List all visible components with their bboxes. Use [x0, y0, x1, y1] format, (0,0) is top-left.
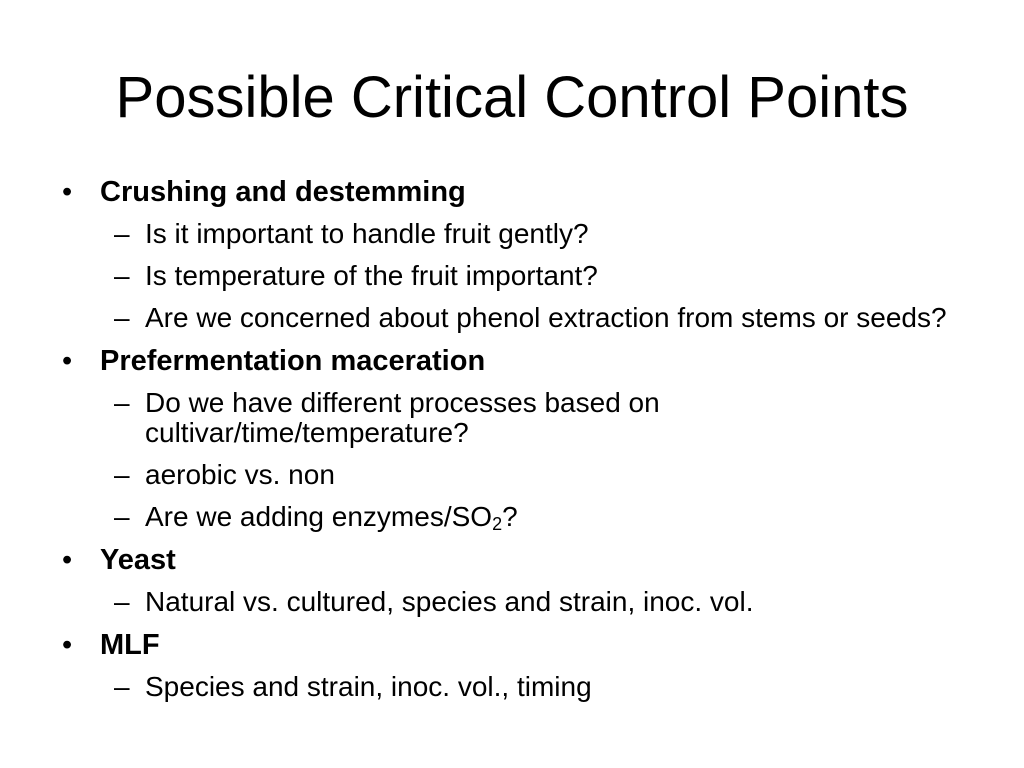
dash-icon: – [114, 586, 130, 617]
sub-bullet [56, 388, 956, 448]
dash-icon: – [114, 501, 130, 532]
bullet-icon: • [62, 345, 73, 377]
sub-bullet-text: aerobic vs. non [145, 459, 335, 490]
sub-bullet [56, 587, 956, 617]
bullet-prefermentation-maceration [56, 346, 956, 376]
sub-bullet [56, 303, 956, 333]
sub-bullet [56, 672, 956, 702]
sub-bullet-text: Is temperature of the fruit important? [145, 260, 598, 291]
bullet-heading: Prefermentation maceration [100, 345, 486, 377]
sub-bullet-text: Do we have different processes based on cultivar/time/temperature? [145, 387, 660, 448]
dash-icon: – [114, 302, 130, 333]
sub-bullet [56, 261, 956, 291]
dash-icon: – [114, 260, 130, 291]
dash-icon: – [114, 671, 130, 702]
bullet-yeast [56, 545, 956, 575]
bullet-icon: • [62, 176, 73, 208]
sub-bullet-text: Species and strain, inoc. vol., timing [145, 671, 592, 702]
sub-bullet-text: Is it important to handle fruit gently? [145, 218, 589, 249]
sub-bullet-text-main: Are we adding enzymes/SO [145, 501, 493, 532]
bullet-heading: Crushing and destemming [100, 176, 466, 208]
slide-title: Possible Critical Control Points [115, 65, 909, 130]
dash-icon: – [114, 387, 130, 418]
bullet-icon: • [62, 544, 73, 576]
bullet-list [56, 177, 956, 702]
dash-icon: – [114, 459, 130, 490]
sub-bullet-text: Natural vs. cultured, species and strain, inoc. vol. [145, 586, 754, 617]
bullet-heading: Yeast [100, 544, 176, 576]
bullet-heading: MLF [100, 629, 160, 661]
sub-bullet-text: Are we concerned about phenol extraction from stems or seeds? [145, 302, 947, 333]
bullet-crushing-and-destemming [56, 177, 956, 207]
sub-bullet-text [145, 501, 518, 532]
sub-bullet [56, 502, 956, 532]
bullet-icon: • [62, 629, 73, 661]
sub-bullet [56, 460, 956, 490]
subscript: 2 [492, 514, 503, 534]
sub-bullet-text-end: ? [502, 501, 518, 532]
dash-icon: – [114, 218, 130, 249]
sub-bullet [56, 219, 956, 249]
bullet-mlf [56, 630, 956, 660]
